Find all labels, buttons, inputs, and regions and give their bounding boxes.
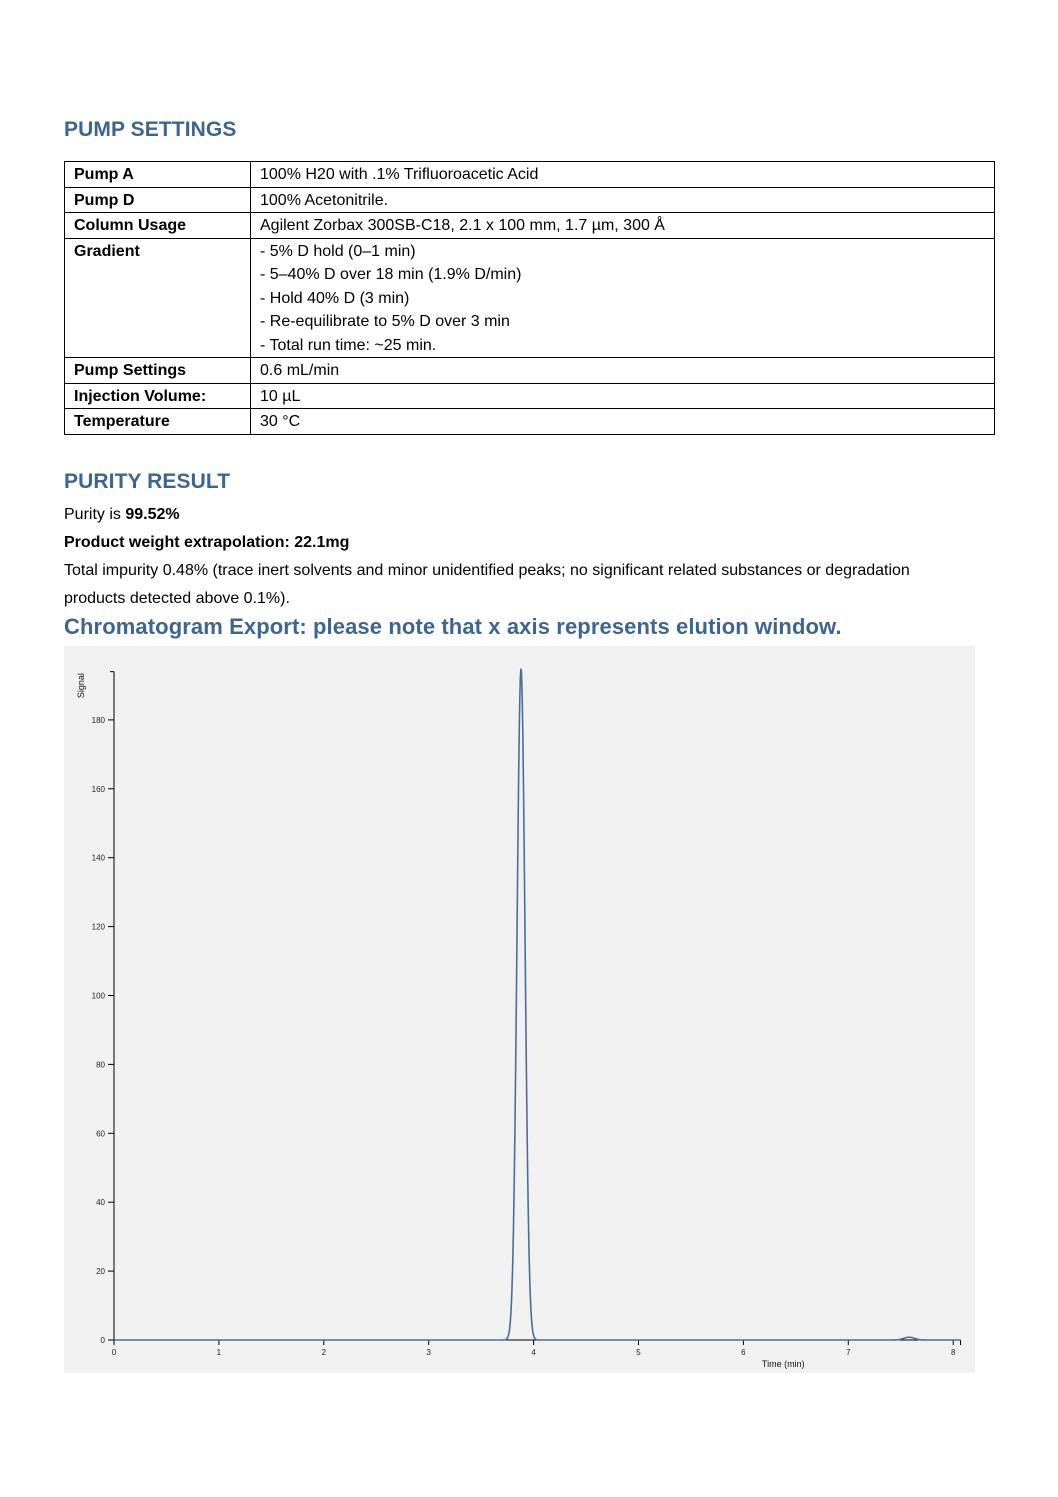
y-tick-label: 160: [91, 784, 105, 794]
settings-value: [251, 162, 995, 188]
y-tick-label: 20: [96, 1267, 105, 1277]
settings-value-line: - Total run time: ~25 min.: [260, 336, 437, 354]
settings-value-line: 30 °C: [260, 413, 301, 430]
x-tick-label: 6: [741, 1348, 746, 1357]
x-tick-label: 7: [846, 1348, 851, 1357]
settings-value-line: - 5% D hold (0–1 min): [260, 242, 416, 260]
x-axis: [112, 1340, 961, 1357]
pump-settings-heading: PUMP SETTINGS: [64, 118, 237, 141]
settings-key: Gradient: [65, 238, 251, 358]
settings-row: [65, 409, 995, 435]
settings-row: [65, 213, 995, 239]
settings-value: [251, 187, 995, 213]
settings-value-line: 0.6 mL/min: [260, 362, 340, 379]
settings-value: [251, 213, 995, 239]
y-tick-label: 0: [100, 1336, 105, 1345]
purity-prefix: Purity is: [64, 506, 126, 523]
y-tick-label: 180: [91, 715, 105, 725]
impurity-text: Total impurity 0.48% (trace inert solvents and minor unidentified peaks; no significant related substances or degradation products detected above 0.1%).: [64, 562, 910, 607]
settings-key: Pump D: [65, 187, 251, 213]
product-weight-line: Product weight extrapolation: 22.1mg: [64, 534, 350, 551]
settings-row: [65, 162, 995, 188]
x-tick-label: 0: [111, 1348, 117, 1357]
signal-series-line: [114, 669, 961, 1340]
settings-value-line: 10 µL: [260, 387, 301, 405]
x-tick-label: 3: [426, 1348, 431, 1357]
settings-key: Temperature: [65, 409, 251, 435]
settings-value: [251, 358, 995, 384]
purity-value: 99.52%: [125, 506, 180, 523]
chromatogram-heading: Chromatogram Export: please note that x axis represents elution window.: [64, 614, 842, 639]
settings-value-line: - 5–40% D over 18 min (1.9% D/min): [260, 266, 522, 283]
settings-row: [65, 383, 995, 409]
settings-value-line: - Re-equilibrate to 5% D over 3 min: [260, 313, 510, 330]
y-axis-title: Signal: [76, 673, 86, 699]
chromatogram-svg: [64, 646, 975, 1373]
settings-key: Column Usage: [65, 213, 251, 239]
pump-settings-table: [64, 161, 995, 435]
settings-value: [251, 238, 995, 358]
y-tick-label: 80: [96, 1060, 105, 1070]
x-tick-label: 8: [950, 1348, 956, 1357]
y-tick-label: 140: [91, 853, 105, 863]
y-tick-label: 40: [96, 1198, 105, 1208]
purity-result-heading: PURITY RESULT: [64, 470, 231, 493]
settings-row: [65, 358, 995, 384]
settings-value-line: Agilent Zorbax 300SB-C18, 2.1 x 100 mm, 1.7 µm, 300 Å: [260, 217, 665, 234]
y-axis: [92, 672, 114, 1345]
settings-value: [251, 409, 995, 435]
settings-row: [65, 238, 995, 358]
settings-row: [65, 187, 995, 213]
x-tick-label: 1: [216, 1348, 222, 1357]
x-axis-title: Time (min): [761, 1359, 805, 1369]
x-tick-label: 4: [531, 1348, 536, 1357]
settings-key: Pump A: [65, 162, 251, 188]
x-tick-label: 5: [636, 1348, 641, 1357]
y-tick-label: 100: [91, 991, 105, 1001]
x-tick-label: 2: [321, 1348, 327, 1357]
settings-value-line: 100% Acetonitrile.: [260, 191, 389, 209]
y-tick-label: 120: [91, 922, 105, 932]
purity-line: [64, 503, 180, 527]
y-tick-label: 60: [96, 1129, 105, 1139]
settings-value: [251, 383, 995, 409]
settings-key: Injection Volume:: [65, 383, 251, 409]
settings-key: Pump Settings: [65, 358, 251, 384]
settings-value-line: 100% H20 with .1% Trifluoroacetic Acid: [260, 166, 539, 183]
settings-value-line: - Hold 40% D (3 min): [260, 289, 410, 307]
chromatogram-chart: [64, 646, 975, 1373]
